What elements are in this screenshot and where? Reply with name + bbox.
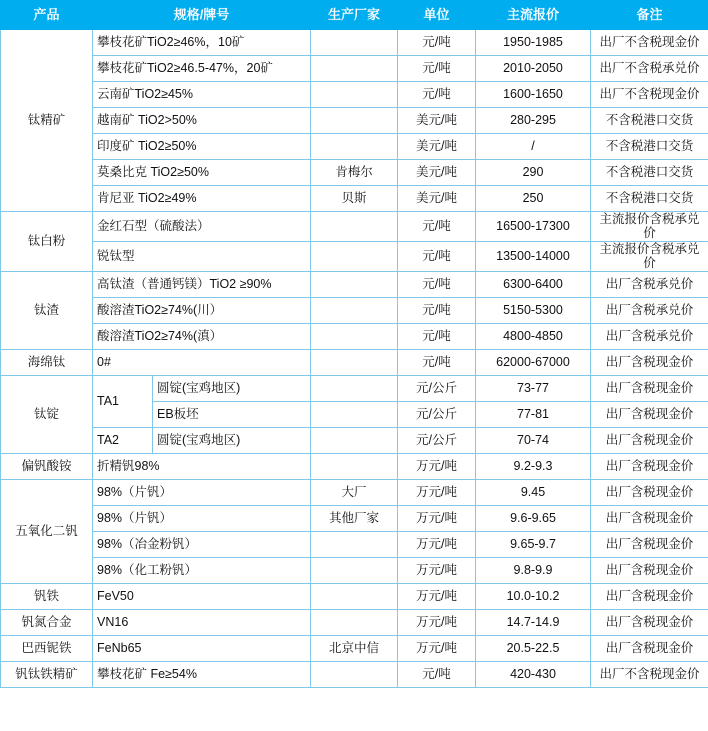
cell-note: 出厂含税现金价 xyxy=(591,349,708,375)
cell-maker xyxy=(311,401,398,427)
table-row xyxy=(1,108,708,134)
header-price: 主流报价 xyxy=(476,1,591,30)
cell-note: 出厂含税承兑价 xyxy=(591,323,708,349)
cell-price: 9.65-9.7 xyxy=(476,531,591,557)
table-row xyxy=(1,186,708,212)
cell-maker xyxy=(311,108,398,134)
table-row xyxy=(1,505,708,531)
cell-spec: 酸溶渣TiO2≥74%(滇） xyxy=(93,323,311,349)
cell-unit: 元/吨 xyxy=(398,323,476,349)
cell-note: 出厂含税现金价 xyxy=(591,505,708,531)
cell-unit: 万元/吨 xyxy=(398,583,476,609)
cell-spec: FeV50 xyxy=(93,583,311,609)
cell-spec: 98%（化工粉钒） xyxy=(93,557,311,583)
cell-maker xyxy=(311,453,398,479)
cell-unit: 元/吨 xyxy=(398,271,476,297)
cell-unit: 美元/吨 xyxy=(398,160,476,186)
table-row xyxy=(1,661,708,687)
cell-spec: 莫桑比克 TiO2≥50% xyxy=(93,160,311,186)
cell-unit: 元/公斤 xyxy=(398,375,476,401)
cell-product: 钛锭 xyxy=(1,375,93,453)
table-row xyxy=(1,82,708,108)
cell-product: 巴西铌铁 xyxy=(1,635,93,661)
cell-maker xyxy=(311,82,398,108)
cell-maker xyxy=(311,375,398,401)
cell-price: 14.7-14.9 xyxy=(476,609,591,635)
header-product: 产品 xyxy=(1,1,93,30)
table-row xyxy=(1,30,708,56)
table-row xyxy=(1,531,708,557)
cell-note: 出厂含税现金价 xyxy=(591,635,708,661)
cell-price: 1950-1985 xyxy=(476,30,591,56)
table-row xyxy=(1,212,708,242)
cell-spec-grade: TA2 xyxy=(93,427,153,453)
cell-unit: 元/吨 xyxy=(398,82,476,108)
cell-spec: 云南矿TiO2≥45% xyxy=(93,82,311,108)
cell-note: 出厂含税现金价 xyxy=(591,401,708,427)
cell-note: 出厂含税现金价 xyxy=(591,427,708,453)
cell-product: 钛白粉 xyxy=(1,212,93,272)
cell-price: 4800-4850 xyxy=(476,323,591,349)
cell-spec: 肯尼亚 TiO2≥49% xyxy=(93,186,311,212)
cell-maker xyxy=(311,241,398,271)
table-row xyxy=(1,56,708,82)
table-row xyxy=(1,297,708,323)
cell-price: 73-77 xyxy=(476,375,591,401)
header-maker: 生产厂家 xyxy=(311,1,398,30)
cell-spec: 高钛渣（普通钙镁）TiO2 ≥90% xyxy=(93,271,311,297)
cell-product: 海绵钛 xyxy=(1,349,93,375)
cell-maker: 北京中信 xyxy=(311,635,398,661)
cell-maker xyxy=(311,271,398,297)
cell-note: 主流报价含税承兑价 xyxy=(591,212,708,242)
cell-price: 13500-14000 xyxy=(476,241,591,271)
table-row xyxy=(1,134,708,160)
cell-price: 420-430 xyxy=(476,661,591,687)
cell-spec: 越南矿 TiO2>50% xyxy=(93,108,311,134)
cell-unit: 元/公斤 xyxy=(398,401,476,427)
cell-spec: FeNb65 xyxy=(93,635,311,661)
cell-price: 1600-1650 xyxy=(476,82,591,108)
cell-price: 9.6-9.65 xyxy=(476,505,591,531)
cell-note: 出厂含税承兑价 xyxy=(591,297,708,323)
cell-maker xyxy=(311,56,398,82)
cell-note: 不含税港口交货 xyxy=(591,108,708,134)
cell-maker xyxy=(311,134,398,160)
cell-note: 不含税港口交货 xyxy=(591,186,708,212)
table-body xyxy=(1,30,708,688)
cell-price: 16500-17300 xyxy=(476,212,591,242)
cell-spec: 锐钛型 xyxy=(93,241,311,271)
cell-unit: 万元/吨 xyxy=(398,531,476,557)
header-unit: 单位 xyxy=(398,1,476,30)
cell-unit: 美元/吨 xyxy=(398,186,476,212)
cell-unit: 元/公斤 xyxy=(398,427,476,453)
cell-maker xyxy=(311,297,398,323)
cell-unit: 万元/吨 xyxy=(398,557,476,583)
cell-spec: 攀枝花矿TiO2≥46.5-47%，20矿 xyxy=(93,56,311,82)
cell-price: 9.8-9.9 xyxy=(476,557,591,583)
cell-maker xyxy=(311,323,398,349)
table-row xyxy=(1,453,708,479)
cell-unit: 元/吨 xyxy=(398,212,476,242)
cell-note: 出厂含税现金价 xyxy=(591,453,708,479)
cell-price: 250 xyxy=(476,186,591,212)
cell-spec: 98%（片钒） xyxy=(93,479,311,505)
cell-note: 不含税港口交货 xyxy=(591,160,708,186)
cell-spec: 酸溶渣TiO2≥74%(川） xyxy=(93,297,311,323)
cell-spec: 金红石型（硫酸法） xyxy=(93,212,311,242)
cell-unit: 元/吨 xyxy=(398,349,476,375)
cell-price: 2010-2050 xyxy=(476,56,591,82)
cell-spec-form: 圆锭(宝鸡地区) xyxy=(153,375,311,401)
cell-spec: 攀枝花矿 Fe≥54% xyxy=(93,661,311,687)
cell-unit: 万元/吨 xyxy=(398,609,476,635)
cell-maker xyxy=(311,661,398,687)
cell-unit: 万元/吨 xyxy=(398,453,476,479)
cell-unit: 美元/吨 xyxy=(398,134,476,160)
cell-unit: 美元/吨 xyxy=(398,108,476,134)
cell-spec: 98%（冶金粉钒） xyxy=(93,531,311,557)
cell-note: 出厂含税现金价 xyxy=(591,557,708,583)
cell-price: 9.2-9.3 xyxy=(476,453,591,479)
cell-product: 钒钛铁精矿 xyxy=(1,661,93,687)
cell-spec: 0# xyxy=(93,349,311,375)
cell-unit: 元/吨 xyxy=(398,30,476,56)
cell-spec: 98%（片钒） xyxy=(93,505,311,531)
cell-product: 钒氮合金 xyxy=(1,609,93,635)
cell-price: 20.5-22.5 xyxy=(476,635,591,661)
header-note: 备注 xyxy=(591,1,708,30)
cell-unit: 元/吨 xyxy=(398,661,476,687)
table-row xyxy=(1,271,708,297)
header-spec: 规格/牌号 xyxy=(93,1,311,30)
cell-price: 290 xyxy=(476,160,591,186)
cell-spec: VN16 xyxy=(93,609,311,635)
cell-note: 出厂不含税现金价 xyxy=(591,82,708,108)
cell-unit: 万元/吨 xyxy=(398,479,476,505)
cell-maker xyxy=(311,583,398,609)
cell-maker xyxy=(311,609,398,635)
cell-maker: 大厂 xyxy=(311,479,398,505)
cell-note: 出厂含税现金价 xyxy=(591,583,708,609)
cell-note: 出厂含税现金价 xyxy=(591,609,708,635)
cell-spec: 折精钒98% xyxy=(93,453,311,479)
cell-price: 70-74 xyxy=(476,427,591,453)
cell-product: 钛精矿 xyxy=(1,30,93,212)
cell-price: 62000-67000 xyxy=(476,349,591,375)
cell-maker xyxy=(311,349,398,375)
cell-maker: 其他厂家 xyxy=(311,505,398,531)
table-row xyxy=(1,323,708,349)
table-row xyxy=(1,583,708,609)
cell-price: 5150-5300 xyxy=(476,297,591,323)
table-row xyxy=(1,427,708,453)
cell-note: 出厂不含税现金价 xyxy=(591,30,708,56)
cell-note: 不含税港口交货 xyxy=(591,134,708,160)
cell-unit: 元/吨 xyxy=(398,241,476,271)
table-row xyxy=(1,375,708,401)
table-row xyxy=(1,635,708,661)
cell-unit: 万元/吨 xyxy=(398,505,476,531)
cell-maker xyxy=(311,557,398,583)
cell-spec-form: 圆锭(宝鸡地区) xyxy=(153,427,311,453)
cell-note: 出厂含税现金价 xyxy=(591,479,708,505)
cell-spec: 攀枝花矿TiO2≥46%，10矿 xyxy=(93,30,311,56)
cell-product: 偏钒酸铵 xyxy=(1,453,93,479)
cell-maker: 贝斯 xyxy=(311,186,398,212)
cell-maker xyxy=(311,30,398,56)
cell-spec: 印度矿 TiO2≥50% xyxy=(93,134,311,160)
table-header xyxy=(1,1,708,30)
cell-note: 出厂不含税承兑价 xyxy=(591,56,708,82)
cell-product: 钒铁 xyxy=(1,583,93,609)
cell-unit: 万元/吨 xyxy=(398,635,476,661)
cell-note: 出厂含税现金价 xyxy=(591,531,708,557)
cell-maker xyxy=(311,212,398,242)
table-row xyxy=(1,609,708,635)
cell-price: 280-295 xyxy=(476,108,591,134)
cell-note: 出厂含税现金价 xyxy=(591,375,708,401)
cell-spec-grade: TA1 xyxy=(93,375,153,427)
cell-note: 主流报价含税承兑价 xyxy=(591,241,708,271)
cell-price: 77-81 xyxy=(476,401,591,427)
table-row xyxy=(1,557,708,583)
cell-product: 五氧化二钒 xyxy=(1,479,93,583)
table-row xyxy=(1,241,708,271)
cell-price: 9.45 xyxy=(476,479,591,505)
header-row xyxy=(1,1,708,30)
cell-price: 10.0-10.2 xyxy=(476,583,591,609)
cell-spec-form: EB板坯 xyxy=(153,401,311,427)
table-row xyxy=(1,349,708,375)
cell-product: 钛渣 xyxy=(1,271,93,349)
cell-price: / xyxy=(476,134,591,160)
cell-maker xyxy=(311,531,398,557)
cell-unit: 元/吨 xyxy=(398,297,476,323)
table-row xyxy=(1,479,708,505)
cell-maker: 肯梅尔 xyxy=(311,160,398,186)
cell-note: 出厂含税承兑价 xyxy=(591,271,708,297)
cell-price: 6300-6400 xyxy=(476,271,591,297)
cell-unit: 元/吨 xyxy=(398,56,476,82)
cell-maker xyxy=(311,427,398,453)
cell-note: 出厂不含税现金价 xyxy=(591,661,708,687)
table-row xyxy=(1,160,708,186)
